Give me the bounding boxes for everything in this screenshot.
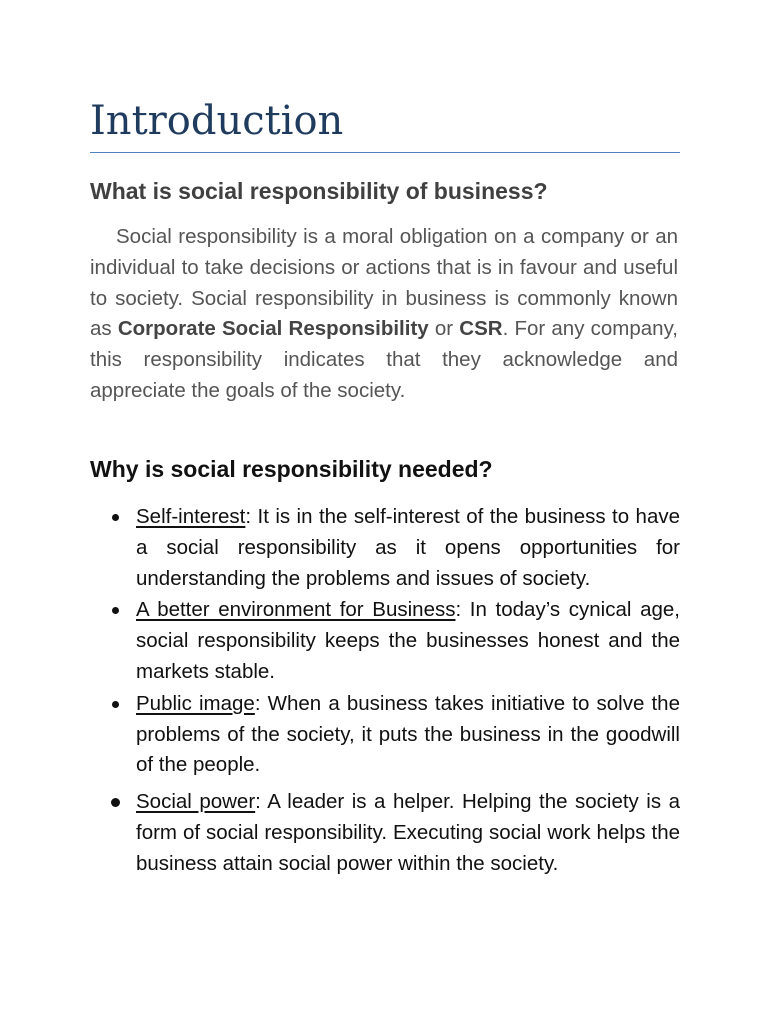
heading-what-is-social-responsibility: What is social responsibility of business?: [90, 178, 548, 204]
intro-text-2: or: [428, 317, 460, 341]
bullet-dot-icon: [112, 514, 119, 521]
intro-paragraph: [90, 222, 678, 407]
list-item-public-image: [90, 689, 680, 781]
intro-text-1: Social responsibility is a moral obligation on a company or an individual to take decisions or actions that is in favour and useful to society. Social responsibility in business is commonly known as: [90, 225, 678, 341]
list-item-text: : In today’s cynical age, social responsibility keeps the businesses honest and the markets stable.: [136, 598, 680, 683]
reasons-list: [90, 502, 680, 880]
intro-bold-csr: CSR: [459, 317, 503, 341]
title-underline-rule: [90, 152, 680, 153]
list-item-text: : It is in the self-interest of the business to have a social responsibility as it opens opportunities for understanding the problems and issues of society.: [136, 505, 680, 590]
list-item-term: Public image: [136, 691, 255, 715]
bullet-dot-icon: [112, 607, 119, 614]
list-item-text: : A leader is a helper. Helping the society is a form of social responsibility. Executing social work helps the business attain social power within the society.: [136, 790, 680, 875]
page-title: Introduction: [90, 98, 344, 144]
list-item-term: A better environment for Business: [136, 598, 456, 622]
list-item-term: Self-interest: [136, 505, 246, 528]
bullet-dot-icon: [112, 701, 119, 708]
list-item-text: : When a business takes initiative to solve the problems of the society, it puts the business in the goodwill of the people.: [136, 691, 680, 777]
list-item-self-interest: [90, 502, 680, 594]
heading-why-needed: Why is social responsibility needed?: [90, 456, 493, 482]
intro-bold-csr-full: Corporate Social Responsibility: [117, 317, 429, 341]
bullet-dot-icon: [111, 798, 120, 807]
intro-text-3: . For any company, this responsibility indicates that they acknowledge and appreciate the goals of the society.: [90, 317, 678, 402]
list-item-term: Social power: [136, 790, 256, 814]
list-item-better-environment: [90, 595, 680, 687]
list-item-social-power: [90, 787, 680, 879]
